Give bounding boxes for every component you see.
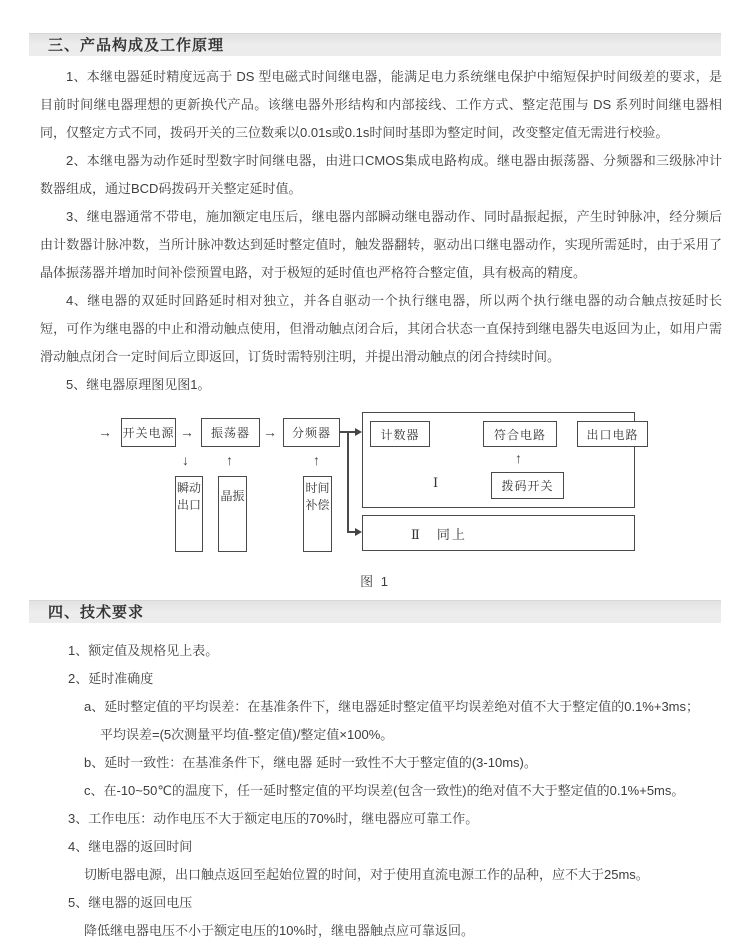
- node-frequency-divider: 分频器: [283, 418, 340, 447]
- group-box-1: [362, 412, 639, 508]
- arrow-up-icon: ↑: [313, 452, 320, 468]
- paragraph-5: 5、继电器原理图见图1。: [66, 377, 211, 392]
- node-output-circuit: 出口电路: [577, 421, 648, 447]
- requirement-item: 2、延时准确度: [68, 671, 154, 686]
- node-crystal-oscillator: 晶振: [218, 476, 247, 552]
- figure-caption: 图 1: [360, 574, 390, 589]
- paragraph-4: 4、继电器的双延时回路延时相对独立，并各自驱动一个执行继电器，所以两个执行继电器的动合触点按延时长短，可作为继电器的中止和滑动触点使用，但滑动触点闭合后，其闭合状态一直保持到继电器失电返回为止，如用户需滑动触点闭合一定时间后立即返回，订货时需特别注明，并提出滑动触点的闭合持续时间。: [40, 293, 722, 364]
- arrow-right-icon: →: [263, 424, 277, 440]
- requirement-item: 5、继电器的返回电压: [68, 895, 193, 910]
- paragraph-3: 3、继电器通常不带电，施加额定电压后，继电器内部瞬动继电器动作、同时晶振起振，产生时钟脉冲，经分频后由计数器计脉冲数，当所计脉冲数达到延时整定值时，触发器翻转，驱动出口继电器动作，实现所需延时，由于采用了晶体振荡器并增加时间补偿预置电路，对于极短的延时值也严格符合整定值，具有极高的精度。: [40, 209, 722, 280]
- arrow-up-icon: ↑: [515, 450, 523, 466]
- arrowhead-right-icon: [355, 428, 362, 436]
- section-product-composition: [0, 33, 750, 590]
- requirement-item: 3、工作电压：动作电压不大于额定电压的70%时，继电器应可靠工作。: [68, 811, 479, 826]
- flow-connector-line: [347, 431, 349, 532]
- section3-title: 三、产品构成及工作原理: [48, 37, 225, 54]
- arrow-right-icon: →: [180, 424, 194, 440]
- paragraph-2: 2、本继电器为动作延时型数字时间继电器，由进口CMOS集成电路构成。继电器由振荡器、分频器和三级脉冲计数器组成，通过BCD码拨码开关整定延时值。: [40, 153, 722, 196]
- node-coincidence-circuit: 符合电路: [483, 421, 557, 447]
- section4-body: [40, 637, 730, 945]
- requirement-subitem: b、延时一致性：在基准条件下，继电器 延时一致性不大于整定值的(3-10ms)。: [84, 755, 537, 770]
- section4-title: 四、技术要求: [48, 604, 145, 621]
- arrow-right-icon: →: [98, 424, 112, 440]
- group-box-2: [362, 515, 635, 551]
- requirement-subitem: c、在-10~50℃的温度下，任一延时整定值的平均误差(包含一致性)的绝对值不大于整定值的0.1%+5ms。: [84, 783, 685, 798]
- requirement-item: 4、继电器的返回时间: [68, 839, 193, 854]
- node-dip-switch: 拨码开关: [491, 472, 564, 499]
- section3-body: [40, 63, 722, 399]
- requirement-continuation: 降低继电器电压不小于额定电压的10%时，继电器触点应可靠返回。: [84, 923, 475, 938]
- section-technical-requirements: [0, 600, 750, 945]
- section4-header-bar: [29, 600, 721, 623]
- requirement-continuation: 切断电器电源，出口触点返回至起始位置的时间，对于使用直流电源工作的品种，应不大于25ms。: [84, 867, 649, 882]
- group2-label: Ⅱ 同上: [411, 526, 467, 542]
- figure-1-diagram: [30, 411, 720, 561]
- arrow-up-icon: ↑: [226, 452, 233, 468]
- node-instantaneous-output: 瞬动出口: [175, 476, 203, 552]
- node-oscillator: 振荡器: [201, 418, 260, 447]
- requirement-item: 1、额定值及规格见上表。: [68, 643, 219, 658]
- requirement-subitem: a、延时整定值的平均误差：在基准条件下，继电器延时整定值平均误差绝对值不大于整定值的0.1%+3ms；: [84, 699, 700, 714]
- node-power-supply: 开关电源: [121, 418, 176, 447]
- arrowhead-right-icon: [355, 528, 362, 536]
- group1-label: Ⅰ: [433, 475, 440, 490]
- node-time-compensation: 时间补偿: [303, 476, 332, 552]
- node-counter: 计数器: [370, 421, 430, 447]
- requirement-formula: 平均误差=(5次测量平均值-整定值)/整定值×100%。: [100, 727, 394, 742]
- arrow-down-icon: ↓: [182, 452, 189, 468]
- section3-header-bar: [29, 33, 721, 56]
- paragraph-1: 1、本继电器延时精度远高于 DS 型电磁式时间继电器，能满足电力系统继电保护中缩短保护时间级差的要求，是目前时间继电器理想的更新换代产品。该继电器外形结构和内部接线、工作方式、整定范围与 DS 系列时间继电器相同，仅整定方式不同，拨码开关的三位数乘以0.01s或0.1s时间时基即为整定时间，改变整定值无需进行校验。: [40, 69, 722, 140]
